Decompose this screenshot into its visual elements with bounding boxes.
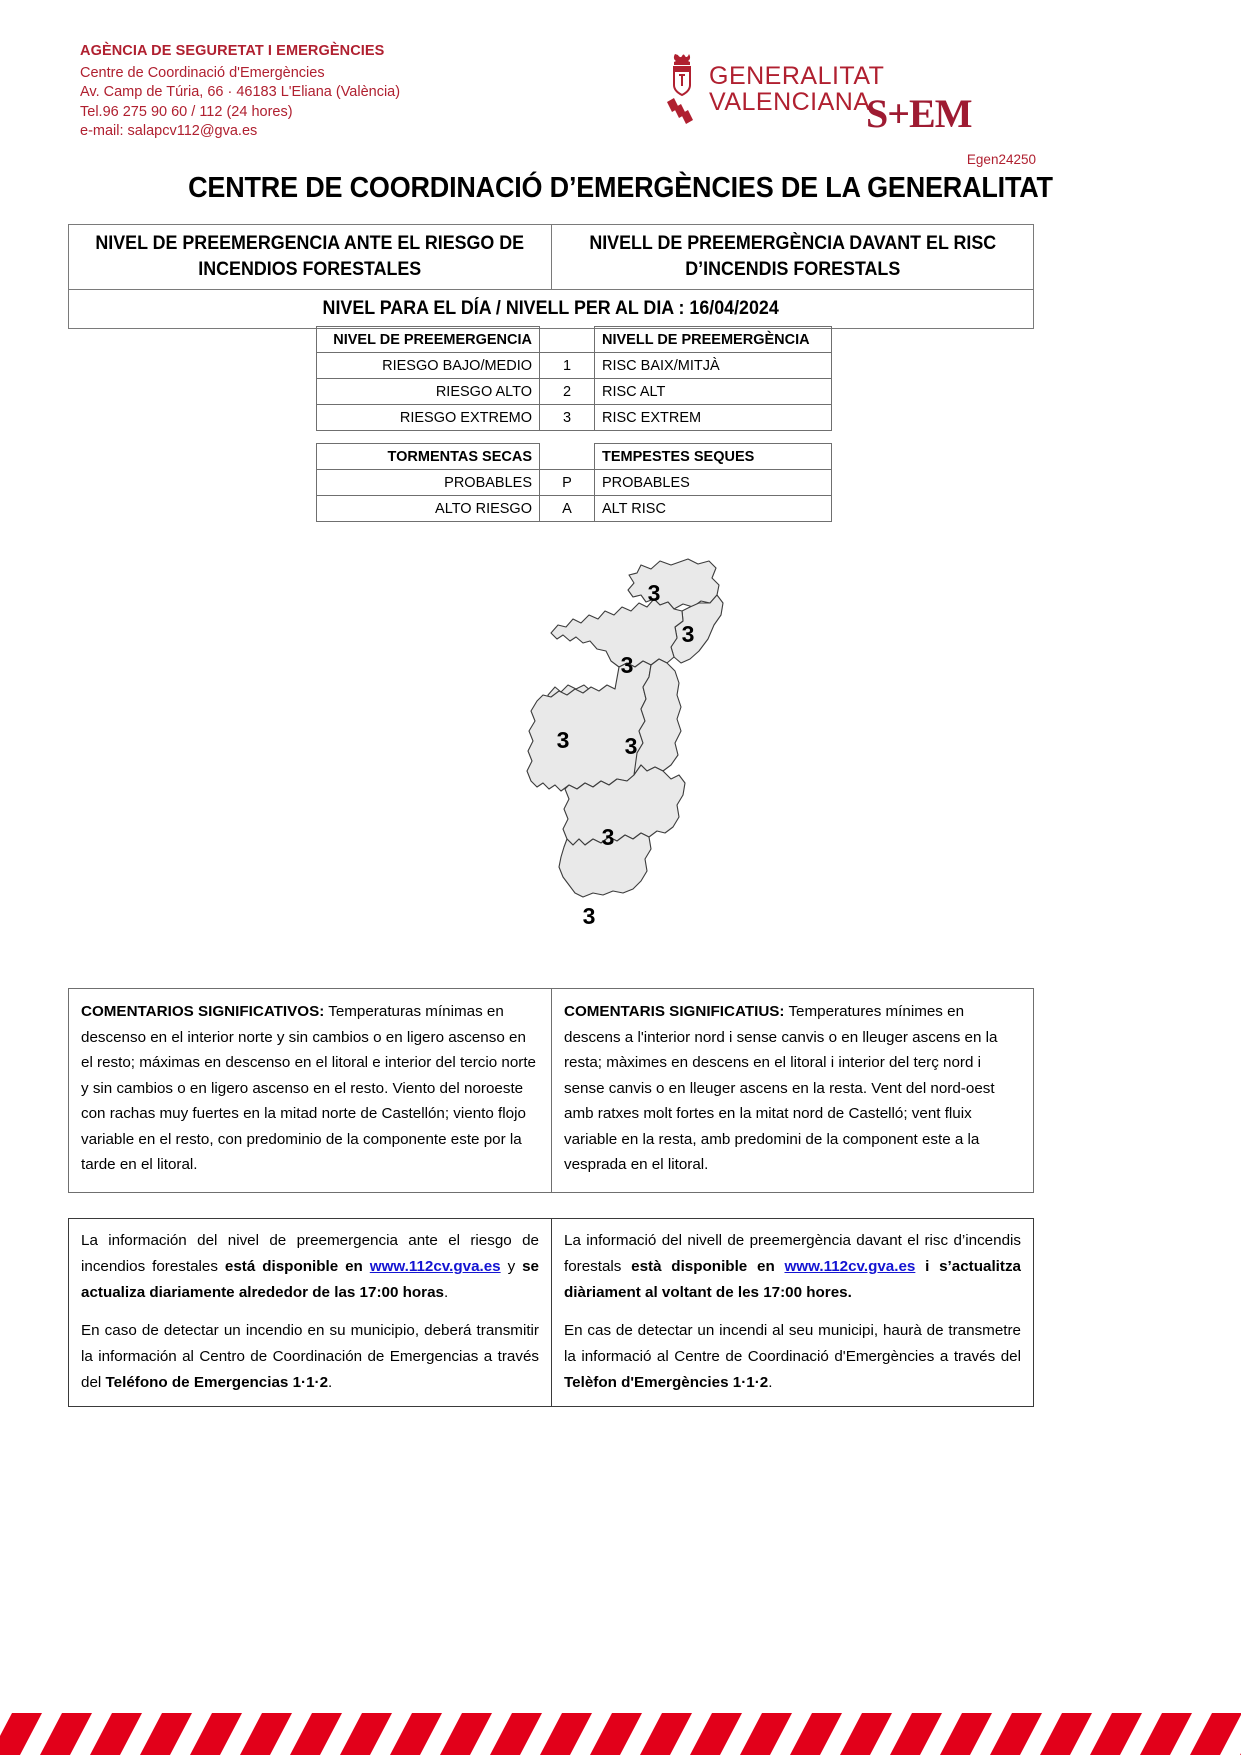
table-row xyxy=(317,379,832,405)
organization-block xyxy=(80,42,400,142)
legend-spacer xyxy=(316,431,794,443)
storms-p-code: P xyxy=(540,470,595,496)
table-row xyxy=(317,405,832,431)
storms-a-code: A xyxy=(540,496,595,522)
risk-level-legend-table xyxy=(316,326,832,431)
generalitat-valenciana-logo xyxy=(665,52,884,126)
info-spanish xyxy=(69,1219,551,1406)
info-p2-bold-es: Teléfono de Emergencias 1·1·2 xyxy=(105,1374,329,1391)
legend-level-3-code: 3 xyxy=(540,405,595,431)
info-paragraph-1-spanish xyxy=(81,1228,539,1306)
title-cell-valencian: NIVELL DE PREEMERGÈNCIA DAVANT EL RISC D’INCENDIS FORESTALS xyxy=(551,225,1034,290)
link-112cv-va[interactable]: www.112cv.gva.es xyxy=(784,1258,916,1275)
zone-label-valencia-interior: 3 xyxy=(556,727,569,753)
organization-line-1: Centre de Coordinació d'Emergències xyxy=(80,64,325,81)
zone-label-valencia-litoral: 3 xyxy=(624,733,637,759)
info-p2-bold-va: Telèfon d'Emergències 1·1·2 xyxy=(564,1374,769,1391)
storms-header-spanish: TORMENTAS SECAS xyxy=(317,444,540,470)
legend-level-3-va: RISC EXTREM xyxy=(595,405,832,431)
storms-header-code-spacer xyxy=(540,444,595,470)
info-paragraph-2-valencian xyxy=(564,1318,1021,1396)
legend-header-code-spacer xyxy=(540,327,595,353)
zone-label-castellon-norte: 3 xyxy=(647,580,660,606)
storms-p-es: PROBABLES xyxy=(317,470,540,496)
preemergency-title-table xyxy=(68,224,1034,329)
table-row xyxy=(317,353,832,379)
document-number: Egen24250 xyxy=(966,152,1036,167)
legend-level-1-es: RIESGO BAJO/MEDIO xyxy=(317,353,540,379)
dry-storms-legend-table xyxy=(316,443,832,522)
zone-label-alicante-norte: 3 xyxy=(601,824,614,850)
info-p1-bold-2-va: i s’actualitza diàriament al voltant de les 17:00 hores. xyxy=(564,1258,1021,1301)
info-paragraph-2-spanish xyxy=(81,1318,539,1396)
legend-section xyxy=(316,326,810,522)
map-zone-castellon-norte xyxy=(628,559,719,609)
info-paragraph-1-valencian xyxy=(564,1228,1021,1306)
hazard-stripe-icon xyxy=(0,1713,1241,1755)
legend-level-2-es: RIESGO ALTO xyxy=(317,379,540,405)
map-zone-castellon-interior xyxy=(551,599,683,667)
map-zone-valencia-interior xyxy=(527,661,651,791)
comments-valencian xyxy=(551,989,1033,1192)
info-p1-bold-1-va: està disponible en xyxy=(631,1258,785,1275)
legend-level-2-code: 2 xyxy=(540,379,595,405)
legend-level-1-va: RISC BAIX/MITJÀ xyxy=(595,353,832,379)
title-cell-spanish: NIVEL DE PREEMERGENCIA ANTE EL RIESGO DE INCENDIOS FORESTALES xyxy=(69,225,552,290)
info-p1-text-b-es: y xyxy=(500,1258,523,1275)
generalitat-logo-line-1: GENERALITAT xyxy=(709,62,885,90)
zone-label-castellon-interior: 3 xyxy=(620,652,633,678)
table-row xyxy=(317,327,832,353)
info-p1-text-b-va xyxy=(915,1258,925,1275)
info-valencian xyxy=(551,1219,1033,1406)
table-row xyxy=(317,444,832,470)
comments-label-valencian: COMENTARIS SIGNIFICATIUS: xyxy=(564,1003,785,1020)
legend-header-spanish: NIVEL DE PREEMERGENCIA xyxy=(317,327,540,353)
hazard-stripe-footer xyxy=(0,1713,1241,1755)
info-p2-text-va: En cas de detectar un incendi al seu municipi, haurà de transmetre la informació al Centre de Coordinació d'Emergències a través del xyxy=(564,1322,1021,1365)
generalitat-crown-shield-icon xyxy=(665,52,699,126)
legend-level-2-va: RISC ALT xyxy=(595,379,832,405)
significant-comments-box xyxy=(68,988,1034,1193)
comments-text-valencian: Temperatures mínimes en descens a l'interior nord i sense canvis o en lleuger ascens en la resta; màximes en descens en el litoral i interior del terç nord i sense canvis o en lleuger ascens en la resta. Vent del nord-oest amb ratxes molt fortes en la mitat nord de Castelló; vent fluix variable en la resta, amb predomini de la component este a la vesprada en el litoral. xyxy=(564,1003,998,1173)
comments-spanish xyxy=(69,989,551,1192)
link-112cv-es[interactable]: www.112cv.gva.es xyxy=(369,1258,501,1275)
info-p1-text-a-es: La información del nivel de preemergencia ante el riesgo de incendios forestales xyxy=(81,1232,539,1275)
generalitat-logo-text xyxy=(709,63,884,115)
table-row xyxy=(317,496,832,522)
storms-header-valencian: TEMPESTES SEQUES xyxy=(595,444,832,470)
comunitat-valenciana-map-svg xyxy=(421,545,821,945)
storms-p-va: PROBABLES xyxy=(595,470,832,496)
storms-a-va: ALT RISC xyxy=(595,496,832,522)
legend-header-valencian: NIVELL DE PREEMERGÈNCIA xyxy=(595,327,832,353)
organization-line-3: Tel.96 275 90 60 / 112 (24 hores) xyxy=(80,103,293,120)
organization-line-2: Av. Camp de Túria, 66 · 46183 L'Eliana (València) xyxy=(80,84,401,100)
info-p2-end-va: . xyxy=(768,1374,773,1391)
comments-text-spanish: Temperaturas mínimas en descenso en el interior norte y sin cambios o en ligero ascenso en el resto; máximas en descenso en el litoral e interior del tercio norte y sin cambios o en ligero ascenso en el resto. Viento del noroeste con rachas muy fuertes en la mitad norte de Castellón; viento flojo variable en el resto, con predominio de la componente este por la tarde en el litoral. xyxy=(81,1003,537,1173)
page-title: CENTRE DE COORDINACIÓ D’EMERGÈNCIES DE LA GENERALITAT xyxy=(188,172,1053,204)
info-p1-end-es: . xyxy=(443,1284,449,1301)
legend-level-1-code: 1 xyxy=(540,353,595,379)
storms-a-es: ALTO RIESGO xyxy=(317,496,540,522)
organization-email: e-mail: salapcv112@gva.es xyxy=(80,123,258,139)
table-row xyxy=(317,470,832,496)
information-box xyxy=(68,1218,1034,1407)
info-p1-bold-1-es: está disponible en xyxy=(224,1258,370,1275)
info-p1-bold-2-es: se actualiza diariamente alrededor de las 17:00 horas xyxy=(81,1258,540,1301)
date-row: NIVEL PARA EL DÍA / NIVELL PER AL DIA : 16/04/2024 xyxy=(69,290,1034,329)
info-p2-end-es: . xyxy=(328,1374,333,1391)
info-p1-text-a-va: La informació del nivell de preemergència davant el risc d’incendis forestals xyxy=(564,1232,1021,1275)
generalitat-logo-line-2: VALENCIANA xyxy=(709,88,871,116)
sem-logo: S+EM xyxy=(866,91,972,136)
risk-map xyxy=(0,545,1241,965)
zone-label-castellon-litoral: 3 xyxy=(681,621,694,647)
organization-title: AGÈNCIA DE SEGURETAT I EMERGÈNCIES xyxy=(80,43,385,59)
legend-level-3-es: RIESGO EXTREMO xyxy=(317,405,540,431)
zone-label-alicante-sur: 3 xyxy=(582,903,595,929)
info-p2-text-es: En caso de detectar un incendio en su municipio, deberá transmitir la información al Centro de Coordinación de Emergencias a través del xyxy=(81,1322,539,1391)
document-header xyxy=(0,42,1241,152)
comments-label-spanish: COMENTARIOS SIGNIFICATIVOS: xyxy=(81,1003,325,1020)
